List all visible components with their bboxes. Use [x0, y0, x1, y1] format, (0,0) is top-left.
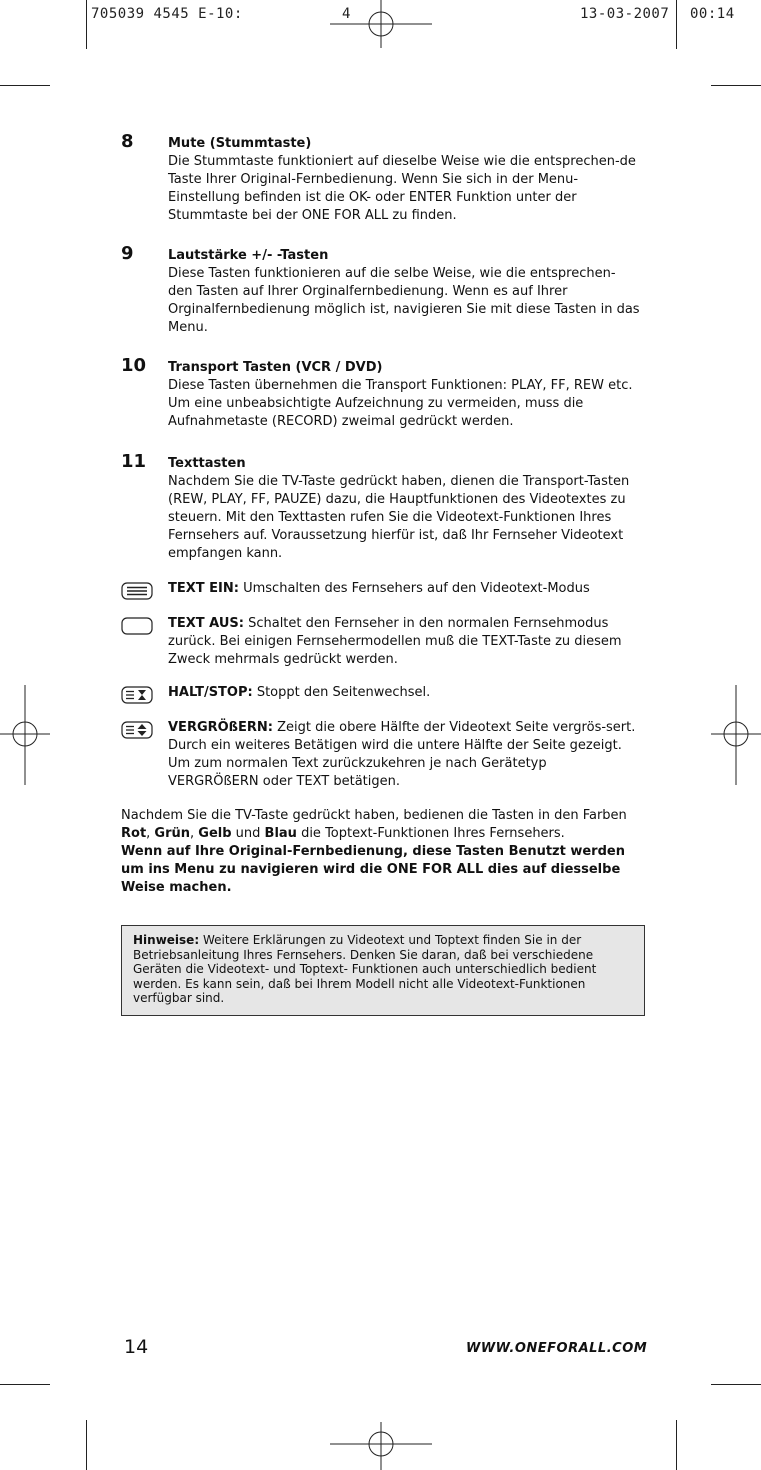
- crop-mark: [86, 1420, 87, 1470]
- section-number: 10: [121, 355, 147, 376]
- color-blue-label: Blau: [264, 826, 297, 841]
- paragraph-separator: ,: [190, 826, 199, 841]
- crop-mark: [0, 85, 50, 86]
- paragraph-text: die Toptext-Funktionen Ihres Fernsehers.: [296, 826, 565, 841]
- section-number: 11: [121, 451, 147, 472]
- paragraph-separator: ,: [146, 826, 155, 841]
- registration-mark-icon: [330, 0, 432, 50]
- website-link[interactable]: WWW.ONEFORALL.COM: [466, 1341, 648, 1356]
- section-body: Diese Tasten funktionieren auf die selbe Weise, wie die entsprechen-den Tasten auf Ihrer Orginalfernbedienung. Wenn es auf Ihrer Orginalfernbedienung möglich ist, navigieren Sie mit diese Tasten in das Menu.: [168, 266, 640, 335]
- crop-mark: [711, 85, 761, 86]
- note-text: Weitere Erklärungen zu Videotext und Toptext finden Sie in der Betriebsanleitung Ihres Fernsehers. Denken Sie daran, daß bei verschiedene Geräten die Videotext- und Toptext- Funktionen auch unterschiedlich bedient werden. Es kann sein, daß bei Ihrem Modell nicht alle Videotext-Funktionen verfügbar sind.: [133, 933, 597, 1005]
- section-body: Diese Tasten übernehmen die Transport Funktionen: PLAY, FF, REW etc. Um eine unbeabsichtigte Aufzeichnung zu vermeiden, muss die Aufnahmetaste (RECORD) zweimal gedrückt werden.: [168, 378, 633, 429]
- section-heading: Lautstärke +/- -Tasten: [168, 248, 329, 263]
- section-number: 9: [121, 243, 134, 264]
- section-heading: Transport Tasten (VCR / DVD): [168, 360, 383, 375]
- section-body: Die Stummtaste funktioniert auf dieselbe Weise wie die entsprechen-de Taste Ihrer Original-Fernbedienung. Wenn Sie sich in der Menu-Einstellung befinden ist die OK- oder ENTER Funktion unter der Stummtaste bei der ONE FOR ALL zu finden.: [168, 154, 636, 223]
- expand-icon: [121, 721, 153, 739]
- section-number: 8: [121, 131, 134, 152]
- print-page-number: 4: [342, 6, 351, 22]
- page-number: 14: [124, 1336, 149, 1358]
- color-red-label: Rot: [121, 826, 147, 841]
- registration-mark-icon: [0, 685, 50, 785]
- note-box: [121, 925, 645, 1016]
- color-keys-paragraph: [121, 807, 646, 897]
- crop-mark: [676, 1420, 677, 1470]
- paragraph-text: Nachdem Sie die TV-Taste gedrückt haben, bedienen die Tasten in den Farben: [121, 808, 627, 823]
- paragraph-bold-note: Wenn auf Ihre Original-Fernbedienung, diese Tasten Benutzt werden um ins Menu zu navigieren wird die ONE FOR ALL dies auf diesselbe Weise machen.: [121, 844, 625, 895]
- crop-mark: [711, 1384, 761, 1385]
- color-green-label: Grün: [154, 826, 191, 841]
- item-description: Schaltet den Fernseher in den normalen Fernsehmodus zurück. Bei einigen Fernsehermodellen muß die TEXT-Taste zu diesem Zweck mehrmals gedrückt werden.: [168, 616, 622, 667]
- item-description: Zeigt die obere Hälfte der Videotext Seite vergrös-sert. Durch ein weiteres Betätigen wird die untere Hälfte der Seite gezeigt. Um zum normalen Text zurückzukehren je nach Gerätetyp VERGRÖßERN oder TEXT betätigen.: [168, 720, 636, 789]
- item-label: HALT/STOP:: [168, 685, 253, 700]
- text-on-icon: [121, 582, 153, 600]
- crop-mark: [676, 0, 677, 49]
- item-label: VERGRÖßERN:: [168, 720, 274, 735]
- section-heading: Mute (Stummtaste): [168, 136, 312, 151]
- section-body: Nachdem Sie die TV-Taste gedrückt haben, dienen die Transport-Tasten (REW, PLAY, FF, PAUZE) dazu, die Hauptfunktionen des Videotextes zu steuern. Mit den Texttasten rufen Sie die Videotext-Funktionen Ihres Fernsehers auf. Voraussetzung hierfür ist, daß Ihr Fernseher Videotext empfangen kann.: [168, 474, 630, 561]
- registration-mark-icon: [330, 1420, 432, 1470]
- crop-mark: [86, 0, 87, 49]
- print-time: 00:14: [690, 6, 735, 22]
- crop-mark: [0, 1384, 50, 1385]
- paragraph-conjunction: und: [231, 826, 265, 841]
- print-date: 13-03-2007: [580, 6, 670, 22]
- section-heading: Texttasten: [168, 456, 246, 471]
- note-label: Hinweise:: [133, 933, 200, 947]
- item-label: TEXT EIN:: [168, 581, 239, 596]
- item-description: Stoppt den Seitenwechsel.: [252, 685, 431, 700]
- registration-mark-icon: [711, 685, 761, 785]
- text-off-icon: [121, 617, 153, 635]
- color-yellow-label: Gelb: [198, 826, 232, 841]
- hold-icon: [121, 686, 153, 704]
- item-label: TEXT AUS:: [168, 616, 244, 631]
- print-job-id: 705039 4545 E-10:: [91, 6, 243, 22]
- item-description: Umschalten des Fernsehers auf den Videotext-Modus: [238, 581, 590, 596]
